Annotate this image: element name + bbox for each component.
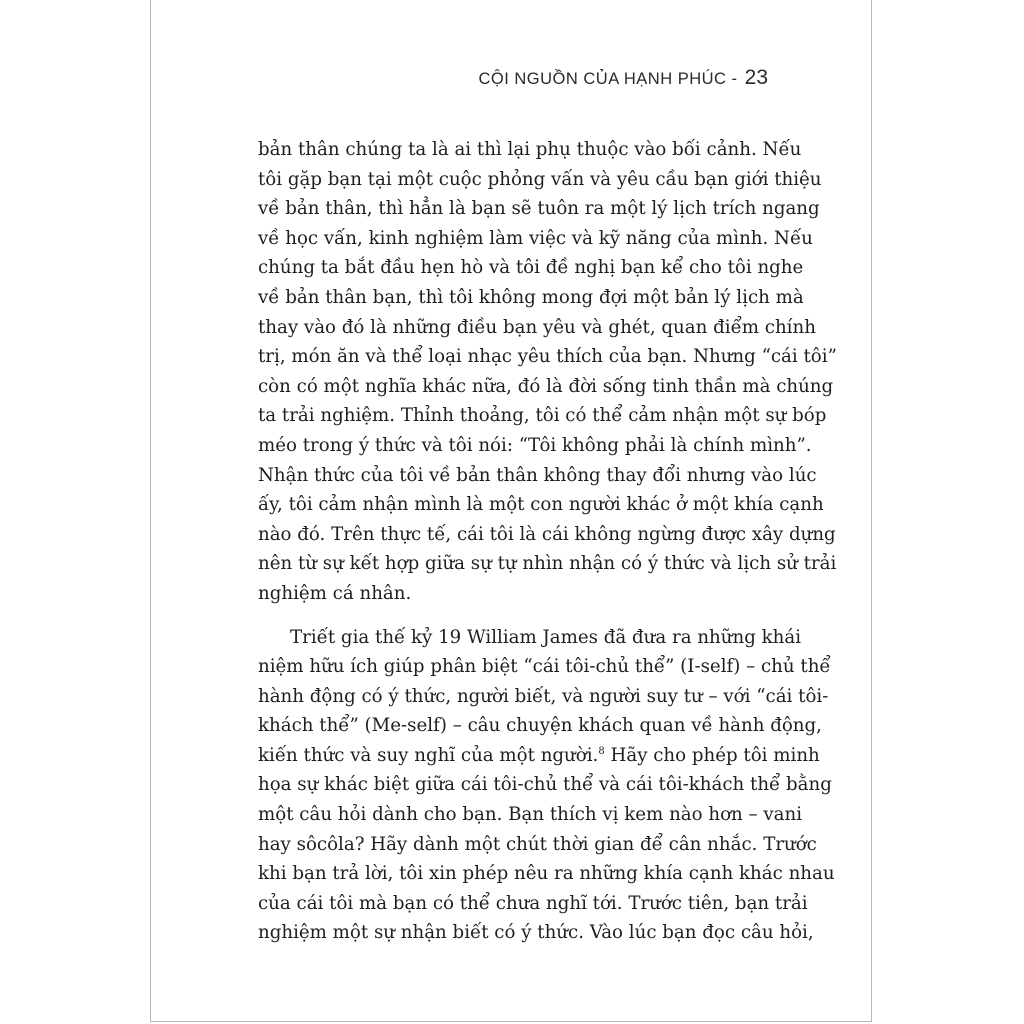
text-line: Triết gia thế kỷ 19 William James đã đưa ra những khái <box>290 626 802 648</box>
paragraph <box>258 623 835 949</box>
text-line: khách thể” (Me-self) – câu chuyện khách quan về hành động, <box>258 715 822 737</box>
page-number: 23 <box>744 66 768 89</box>
footnote-marker: 8 <box>598 745 605 757</box>
text-segment: kiến thức và suy nghĩ của một người. <box>258 744 599 766</box>
paragraph <box>258 135 837 609</box>
text-line: về bản thân, thì hẳn là bạn sẽ tuôn ra một lý lịch trích ngang <box>258 198 820 220</box>
text-line: khi bạn trả lời, tôi xin phép nêu ra những khía cạnh khác nhau <box>258 863 835 885</box>
text-line: nào đó. Trên thực tế, cái tôi là cái không ngừng được xây dựng <box>258 523 836 545</box>
text-line: ta trải nghiệm. Thỉnh thoảng, tôi có thể cảm nhận một sự bóp <box>258 405 827 427</box>
text-line: họa sự khác biệt giữa cái tôi-chủ thể và cái tôi-khách thể bằng <box>258 774 832 796</box>
text-line: hành động có ý thức, người biết, và người suy tư – với “cái tôi- <box>258 685 829 707</box>
text-line: về học vấn, kinh nghiệm làm việc và kỹ năng của mình. Nếu <box>258 227 813 249</box>
text-line-with-footnote <box>258 741 820 771</box>
text-segment: Hãy cho phép tôi minh <box>604 744 820 766</box>
text-line: của cái tôi mà bạn có thể chưa nghĩ tới. Trước tiên, bạn trải <box>258 892 808 914</box>
text-line: nghiệm cá nhân. <box>258 582 412 604</box>
paragraph-gap <box>258 609 770 623</box>
text-line: thay vào đó là những điều bạn yêu và ghét, quan điểm chính <box>258 316 816 338</box>
text-line: nghiệm một sự nhận biết có ý thức. Vào lúc bạn đọc câu hỏi, <box>258 922 814 944</box>
body-text <box>258 135 837 948</box>
text-line: Nhận thức của tôi về bản thân không thay đổi nhưng vào lúc <box>258 464 817 486</box>
text-line: hay sôcôla? Hãy dành một chút thời gian để cân nhắc. Trước <box>258 833 817 855</box>
running-header <box>478 66 768 90</box>
text-line: nên từ sự kết hợp giữa sự tự nhìn nhận có ý thức và lịch sử trải <box>258 553 837 575</box>
text-line: bản thân chúng ta là ai thì lại phụ thuộc vào bối cảnh. Nếu <box>258 139 802 160</box>
text-line: niệm hữu ích giúp phân biệt “cái tôi-chủ thể” (I-self) – chủ thể <box>258 656 831 678</box>
text-line: chúng ta bắt đầu hẹn hò và tôi đề nghị bạn kể cho tôi nghe <box>258 257 804 279</box>
text-line: tôi gặp bạn tại một cuộc phỏng vấn và yêu cầu bạn giới thiệu <box>258 168 822 190</box>
text-line: méo trong ý thức và tôi nói: “Tôi không phải là chính mình”. <box>258 434 812 456</box>
text-line: trị, món ăn và thể loại nhạc yêu thích của bạn. Nhưng “cái tôi” <box>258 346 837 368</box>
text-line: ấy, tôi cảm nhận mình là một con người khác ở một khía cạnh <box>258 494 824 516</box>
book-page <box>150 0 872 1022</box>
text-line: về bản thân bạn, thì tôi không mong đợi một bản lý lịch mà <box>258 286 804 308</box>
text-line: một câu hỏi dành cho bạn. Bạn thích vị kem nào hơn – vani <box>258 804 803 826</box>
text-line: còn có một nghĩa khác nữa, đó là đời sống tinh thần mà chúng <box>258 375 834 397</box>
running-title: CỘI NGUỒN CỦA HẠNH PHÚC - <box>478 70 743 88</box>
